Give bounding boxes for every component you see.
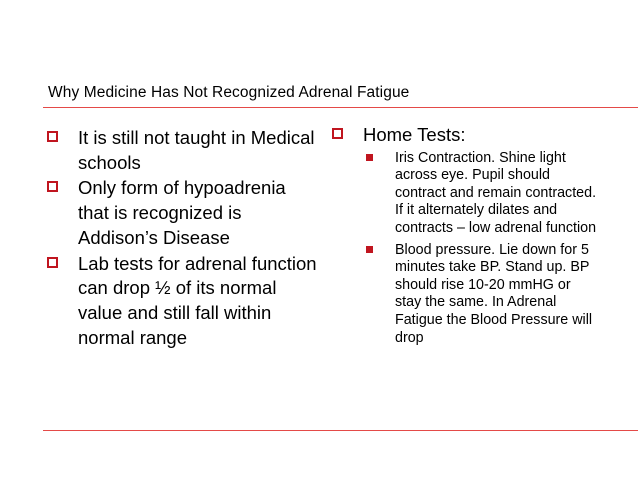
- sub-bullet-text: Iris Contraction. Shine light across eye. Pupil should contract and remain contracted. If it alternately dilates and contracts – low adrenal function: [395, 149, 597, 237]
- bullet-item: [45, 176, 320, 250]
- filled-square-bullet-icon: [366, 246, 373, 253]
- footer-divider: [43, 430, 638, 431]
- sub-bullet-item: [330, 242, 600, 348]
- sub-bullet-text: Blood pressure. Lie down for 5 minutes take BP. Stand up. BP should rise 10-20 mmHG or stay the same. In Adrenal Fatigue the Blood Pressure will drop: [395, 241, 593, 346]
- title-divider-top: [43, 107, 638, 108]
- bullet-text: Only form of hypoadrenia that is recognized is Addison’s Disease: [78, 177, 286, 248]
- slide-title: Why Medicine Has Not Recognized Adrenal Fatigue: [48, 84, 410, 101]
- bullet-item: [45, 126, 320, 175]
- hollow-square-bullet-icon: [332, 128, 343, 139]
- bullet-text: It is still not taught in Medical schools: [78, 127, 315, 173]
- bullet-item: [45, 252, 320, 351]
- home-tests-heading: Home Tests:: [363, 124, 466, 145]
- bullet-text: Lab tests for adrenal function can drop ½ of its normal value and still fall within normal range: [78, 252, 317, 348]
- hollow-square-bullet-icon: [47, 131, 58, 142]
- right-column: [330, 123, 600, 351]
- filled-square-bullet-icon: [366, 154, 373, 161]
- hollow-square-bullet-icon: [47, 181, 58, 192]
- sub-bullet-item: [330, 150, 600, 238]
- hollow-square-bullet-icon: [47, 257, 58, 268]
- bullet-item: [330, 123, 600, 148]
- left-column: [45, 126, 320, 351]
